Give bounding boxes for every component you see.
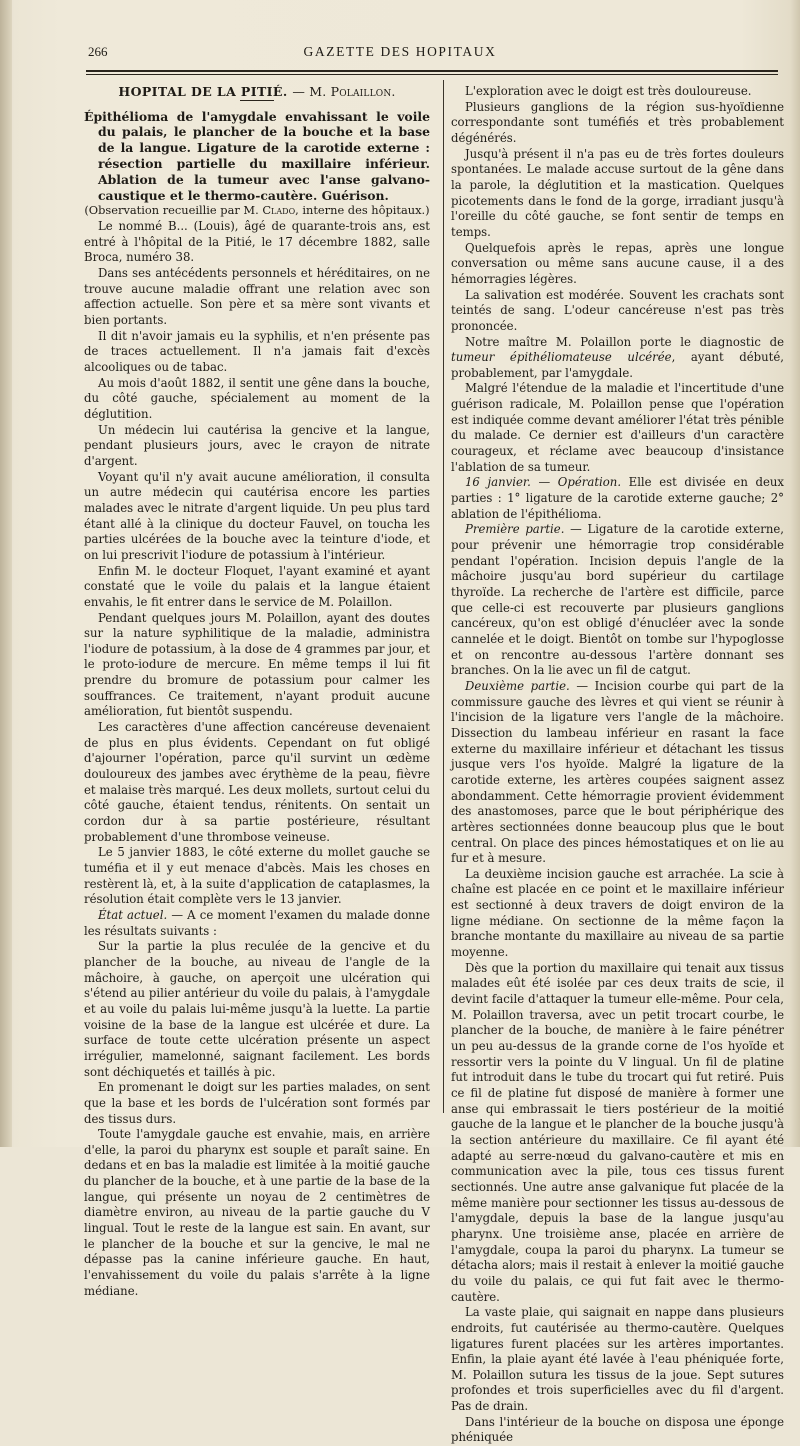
left-paragraph: Dans ses antécédents personnels et héréditaires, on ne trouve aucune maladie offrant une relation avec son affection actuelle. Son père et sa mère sont vivants et bien portants. — [84, 266, 430, 328]
right-paragraph: Notre maître M. Polaillon porte le diagnostic de tumeur épithéliomateuse ulcérée, ayant débuté, probablement, par l'amygdale. — [451, 334, 784, 380]
case-title: Épithélioma de l'amygdale envahissant le voile du palais, le plancher de la bouche et la base de la langue. Ligature de la carotide externe : résection partielle du maxillaire inférieur. Ablation de la tumeur avec l'anse galvano-caustique et le thermo-cautère. Guérison. — [84, 108, 430, 203]
left-paragraph: Les caractères d'une affection cancéreuse devenaient de plus en plus évidents. Cependant on fut obligé d'ajourner l'opération, parce qu'il survint un œdème douloureux des jambes avec érythème de la peau, fièvre et malaise très marqué. Les deux mollets, surtout celui du côté gauche, étaient tendus, rénitents. On sentait un cordon dur à sa partie postérieure, résultant probablement d'une thrombose veineuse. — [84, 720, 430, 844]
right-paragraph: Quelquefois après le repas, après une longue conversation ou même sans aucune cause, il a des hémorragies légères. — [451, 240, 784, 286]
page-number: 266 — [88, 44, 108, 59]
title-rule — [240, 100, 274, 101]
right-paragraph: Dès que la portion du maxillaire qui tenait aux tissus malades eût été isolée par ces deux traits de scie, il devint facile d'attaquer la tumeur elle-même. Pour cela, M. Polaillon traversa, avec un petit trocart courbe, le plancher de la bouche, de manière à le faire pénétrer un peu au-dessus de la grande corne de l'os hyoïde et ressortir vers la pointe du V lingual. Un fil de platine fut introduit dans le tube du trocart qui fut retiré. Puis ce fil de platine fut disposé de manière à former une anse qui embrassait le tiers postérieur de la moitié gauche de la langue et le plancher de la bouche jusqu'à la section antérieure du maxillaire. Ce fil ayant été adapté au serre-nœud du galvano-cautère et mis en communication avec la pile, tous ces tissus furent sectionnés. Une autre anse galvanique fut placée de la même manière pour sectionner les tissus au-dessous de l'amygdale, depuis la base de la langue jusqu'au pharynx. Une troisième anse, placée en arrière de l'amygdale, coupa la paroi du pharynx. La tumeur se détacha alors; mais il restait à enlever la moitié gauche du voile du palais, ce qui fut fait avec le thermo-cautère. — [451, 960, 784, 1304]
right-paragraph: Deuxième partie. — Incision courbe qui part de la commissure gauche des lèvres et qui vient se réunir à l'incision de la ligature vers l'angle de la mâchoire. Dissection du lambeau inférieur en rasant la face externe du maxillaire inférieur et détachant les tissus jusque vers l'os hyoïde. Malgré la ligature de la carotide externe, les artères coupées saignent assez abondamment. Cette hémorragie provient évidemment des anastomoses, parce que le bout périphérique des artères sectionnées donne beaucoup plus que le bout central. On place des pinces hémostatiques et on lie au fur et à mesure. — [451, 678, 784, 866]
right-paragraph: La vaste plaie, qui saignait en nappe dans plusieurs endroits, fut cautérisée au thermo-cautère. Quelques ligatures furent placées sur les artères importantes. Enfin, la plaie ayant été lavée à l'eau phéniquée forte, M. Polaillon sutura les tissus de la joue. Sept sutures profondes et trois superficielles avec du fil d'argent. Pas de drain. — [451, 1305, 784, 1414]
left-column-body — [84, 219, 430, 1299]
page-header — [0, 44, 800, 64]
left-paragraph: Sur la partie la plus reculée de la gencive et du plancher de la bouche, au niveau de l'angle de la mâchoire, à gauche, on aperçoit une ulcération qui s'étend au pilier antérieur du voile du palais, à l'amygdale et au voile du palais lui-même jusqu'à la luette. La partie voisine de la base de la langue est ulcérée et dure. La surface de toute cette ulcération présente un aspect irrégulier, mamelonné, saignant facilement. Les bords sont déchiquetés et taillés à pic. — [84, 939, 430, 1079]
header-double-rule — [86, 70, 778, 75]
right-column — [451, 84, 784, 1445]
right-column-body — [451, 84, 784, 1446]
left-paragraph: Enfin M. le docteur Floquet, l'ayant examiné et ayant constaté que le voile du palais et la langue étaient envahis, le fit entrer dans le service de M. Polaillon. — [84, 563, 430, 609]
left-paragraph: Voyant qu'il n'y avait aucune amélioration, il consulta un autre médecin qui cautérisa encore les parties malades avec le nitrate d'argent liquide. Un peu plus tard étant allé à la clinique du docteur Fauvel, on toucha les parties ulcérées de la bouche avec la teinture d'iode, et on lui prescrivit l'iodure de potassium à l'intérieur. — [84, 469, 430, 562]
right-paragraph: Jusqu'à présent il n'a pas eu de très fortes douleurs spontanées. Le malade accuse surtout de la gêne dans la parole, la déglutition et la mastication. Quelques picotements dans le fond de la gorge, irradiant jusqu'à l'oreille du côté gauche, se font sentir de temps en temps. — [451, 146, 784, 239]
left-paragraph: Pendant quelques jours M. Polaillon, ayant des doutes sur la nature syphilitique de la maladie, administra l'iodure de potassium, à la dose de 4 grammes par jour, et le proto-iodure de mercure. En même temps il lui fit prendre du bromure de potassium pour calmer les souffrances. Ce traitement, n'ayant produit aucune amélioration, fut bientôt suspendu. — [84, 610, 430, 719]
running-title: GAZETTE DES HOPITAUX — [303, 44, 497, 59]
left-paragraph: En promenant le doigt sur les parties malades, on sent que la base et les bords de l'ulcération sont formés par des tissus durs. — [84, 1080, 430, 1126]
right-paragraph: 16 janvier. — Opération. Elle est divisée en deux parties : 1° ligature de la carotide externe gauche; 2° ablation de l'épithélioma. — [451, 475, 784, 521]
left-paragraph: Un médecin lui cautérisa la gencive et la langue, pendant plusieurs jours, avec le crayon de nitrate d'argent. — [84, 422, 430, 468]
right-paragraph: Dans l'intérieur de la bouche on disposa une éponge phéniquée — [451, 1414, 784, 1445]
right-paragraph: Malgré l'étendue de la maladie et l'incertitude d'une guérison radicale, M. Polaillon pense que l'opération est indiquée comme devant améliorer l'état très pénible du malade. Ce dernier est d'ailleurs d'un caractère courageux, et réclame avec beaucoup d'insistance l'ablation de sa tumeur. — [451, 381, 784, 474]
hospital-author: — M. Polaillon. — [292, 84, 396, 99]
left-paragraph: Le 5 janvier 1883, le côté externe du mollet gauche se tuméfia et il y eut menace d'abcès. Mais les choses en restèrent là, et, à la suite d'application de cataplasmes, la résolution était complète vers le 13 janvier. — [84, 845, 430, 907]
left-column — [84, 84, 431, 1298]
left-paragraph: Toute l'amygdale gauche est envahie, mais, en arrière d'elle, la paroi du pharynx est souple et paraît saine. En dedans et en bas la maladie est limitée à la moitié gauche du plancher de la bouche, et à une partie de la base de la langue, qui présente un noyau de 2 centimètres de diamètre environ, au niveau de la partie gauche du V lingual. Tout le reste de la langue est sain. En avant, sur le plancher de la bouche et sur la gencive, le mal ne dépasse pas la canine inférieure gauche. En haut, l'envahissement du voile du palais s'arrête à la ligne médiane. — [84, 1127, 430, 1298]
right-paragraph: La salivation est modérée. Souvent les crachats sont teintés de sang. L'odeur cancéreuse n'est pas très prononcée. — [451, 287, 784, 333]
column-divider — [443, 80, 444, 1113]
right-paragraph: La deuxième incision gauche est arrachée. La scie à chaîne est placée en ce point et le maxillaire inférieur est sectionné à deux travers de doigt environ de la ligne médiane. On sectionne de la même façon la branche montante du maxillaire au niveau de sa partie moyenne. — [451, 866, 784, 960]
right-paragraph: Première partie. — Ligature de la carotide externe, pour prévenir une hémorragie trop considérable pendant l'opération. Incision depuis l'angle de la mâchoire jusqu'au bord supérieur du cartilage thyroïde. La recherche de l'artère est difficile, parce que celle-ci est recouverte par plusieurs ganglions cancéreux, qu'on est obligé d'énucléer avec la sonde cannelée et le doigt. Bientôt on tombe sur l'hypoglosse et on rencontre au-dessous l'artère donnant ses branches. On la lie avec un fil de catgut. — [451, 522, 784, 678]
left-paragraph: Le nommé B... (Louis), âgé de quarante-trois ans, est entré à l'hôpital de la Pitié, le 17 décembre 1882, salle Broca, numéro 38. — [84, 219, 430, 265]
hospital-title: HOPITAL DE LA PITIÉ. — M. Polaillon. — [118, 84, 396, 99]
page-binding-edge — [0, 0, 12, 1147]
observation-credit: (Observation recueillie par M. Clado, interne des hôpitaux.) — [84, 203, 430, 218]
left-paragraph: État actuel. — A ce moment l'examen du malade donne les résultats suivants : — [84, 907, 431, 938]
left-paragraph: Au mois d'août 1882, il sentit une gêne dans la bouche, du côté gauche, spécialement au moment de la déglutition. — [84, 375, 430, 421]
left-paragraph: Il dit n'avoir jamais eu la syphilis, et n'en présente pas de traces actuellement. Il n'a jamais fait d'excès alcooliques ou de tabac. — [84, 328, 430, 374]
right-paragraph: L'exploration avec le doigt est très douloureuse. — [465, 84, 752, 98]
right-paragraph: Plusieurs ganglions de la région sus-hyoïdienne correspondante sont tuméfiés et très probablement dégénérés. — [451, 99, 784, 145]
